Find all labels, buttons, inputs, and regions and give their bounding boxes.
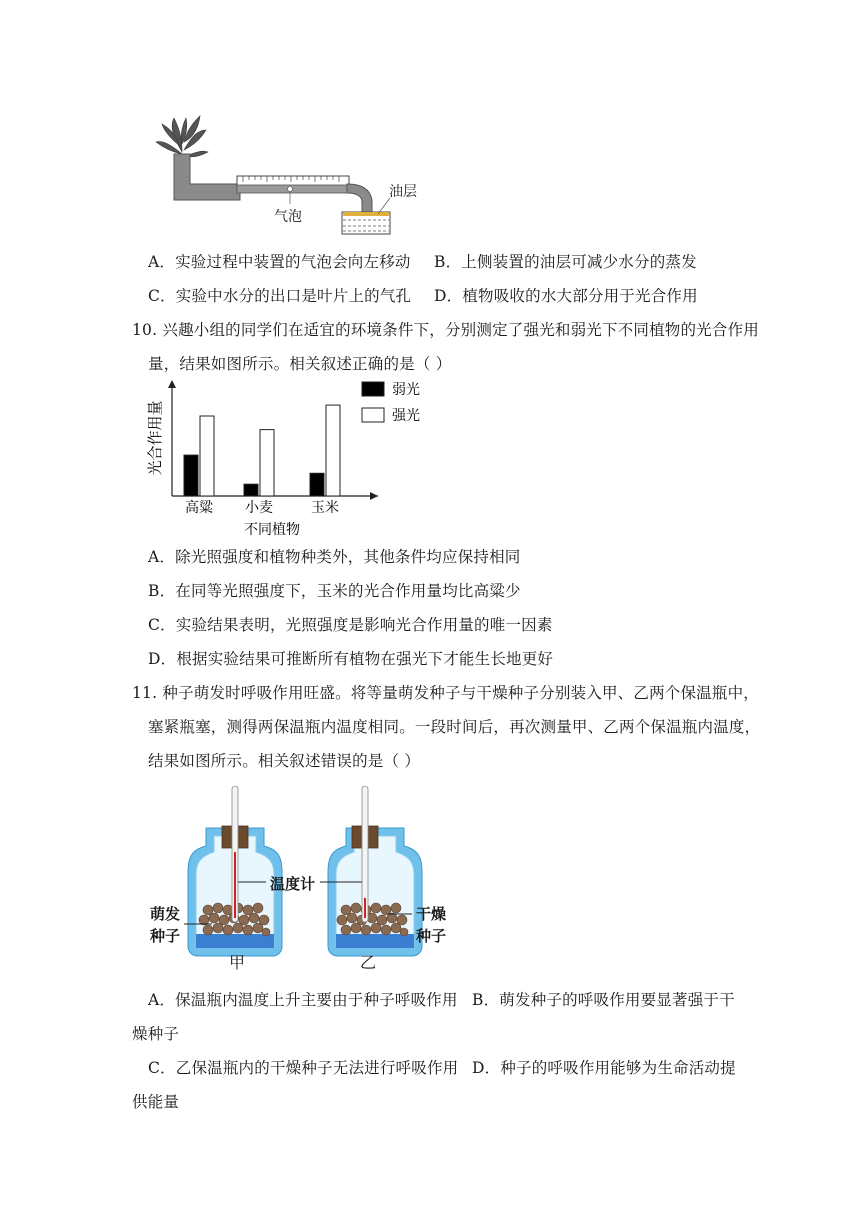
q11-stem-line2: 塞紧瓶塞，测得两保温瓶内温度相同。一段时间后，再次测量甲、乙两个保温瓶内温度， — [148, 718, 761, 736]
glass-tube — [174, 154, 240, 200]
bar-高粱-强光 — [200, 416, 214, 496]
q11-option-a[interactable]: A．保温瓶内温度上升主要由于种子呼吸作用 — [148, 991, 458, 1009]
flask-yi — [328, 786, 422, 956]
graduated-tube — [237, 176, 349, 193]
q11-stem-line3: 结果如图所示。相关叙述错误的是（ ） — [148, 752, 421, 770]
q9-option-d[interactable]: D．植物吸收的水大部分用于光合作用 — [434, 287, 698, 305]
dry-seed-label-2: 种子 — [416, 927, 447, 945]
q10-stem-line1: 10. 兴趣小组的同学们在适宜的环境条件下，分别测定了强光和弱光下不同植物的光合作用 — [132, 321, 759, 339]
bar-小麦-强光 — [260, 430, 274, 496]
bar-高粱-弱光 — [184, 455, 198, 496]
q10-option-c[interactable]: C．实验结果表明，光照强度是影响光合作用量的唯一因素 — [148, 616, 553, 634]
q11-stem-line1: 11. 种子萌发时呼吸作用旺盛。将等量萌发种子与干燥种子分别装入甲、乙两个保温瓶中， — [132, 684, 759, 702]
q10-stem-line2: 量，结果如图所示。相关叙述正确的是（ ） — [148, 355, 452, 373]
q9-option-c[interactable]: C．实验中水分的出口是叶片上的气孔 — [148, 287, 412, 305]
legend-swatch-强光 — [362, 408, 384, 422]
air-bubble — [288, 187, 293, 192]
bar-玉米-强光 — [326, 405, 340, 496]
q9-option-b[interactable]: B．上侧装置的油层可减少水分的蒸发 — [434, 253, 697, 271]
flask-yi-label: 乙 — [360, 953, 377, 972]
germinating-seed-label-1: 萌发 — [150, 905, 181, 923]
q11-option-c[interactable]: C．乙保温瓶内的干燥种子无法进行呼吸作用 — [148, 1059, 459, 1077]
dry-seed-label-1: 干燥 — [416, 905, 447, 923]
bar-玉米-弱光 — [310, 473, 324, 496]
q10-option-a[interactable]: A．除光照强度和植物种类外，其他条件均应保持相同 — [148, 548, 521, 566]
x-tick-label-高粱: 高粱 — [185, 500, 213, 516]
legend-label-弱光: 弱光 — [392, 382, 420, 398]
q11-option-b-line2[interactable]: 燥种子 — [132, 1025, 180, 1043]
q10-bar-chart — [140, 378, 430, 538]
dry-seeds — [337, 903, 408, 936]
q10-option-b[interactable]: B．在同等光照强度下，玉米的光合作用量均比高粱少 — [148, 582, 521, 600]
x-axis-label: 不同植物 — [244, 522, 300, 538]
q11-option-d-line1[interactable]: D．种子的呼吸作用能够为生命活动提 — [472, 1059, 736, 1077]
q9-option-a[interactable]: A．实验过程中装置的气泡会向左移动 — [148, 253, 411, 271]
x-axis-arrow — [370, 492, 378, 500]
q11-option-b-line1[interactable]: B．萌发种子的呼吸作用要显著强于干 — [472, 991, 735, 1009]
q10-option-d[interactable]: D．根据实验结果可推断所有植物在强光下才能生长地更好 — [148, 650, 554, 668]
legend-swatch-弱光 — [362, 382, 384, 396]
beaker — [342, 212, 390, 234]
q11-option-d-line2[interactable]: 供能量 — [132, 1093, 180, 1111]
bar-小麦-弱光 — [244, 484, 258, 496]
flask-jia-label: 甲 — [229, 953, 246, 972]
x-tick-label-小麦: 小麦 — [245, 500, 273, 516]
flask-jia — [188, 786, 282, 956]
y-axis-arrow — [168, 380, 176, 388]
x-tick-label-玉米: 玉米 — [311, 500, 339, 516]
thermometer-label: 温度计 — [270, 875, 316, 893]
y-axis-label: 光合作用量 — [146, 400, 164, 476]
germinating-seed-label-2: 种子 — [150, 927, 181, 945]
oil-layer-label: 油层 — [389, 184, 417, 200]
bubble-label: 气泡 — [274, 209, 302, 225]
legend-label-强光: 强光 — [392, 408, 420, 424]
